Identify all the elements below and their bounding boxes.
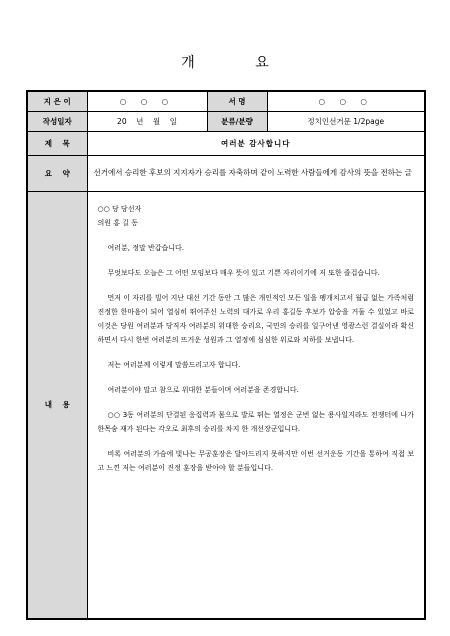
content-label: 내 용 xyxy=(27,191,87,619)
paragraph-7: 비록 여러분의 가슴에 빛나는 무공훈장은 달아드리지 못하지만 이번 선거운동 기간을 통하여 직접 보고 느낀 저는 여러분이 진정 훈장을 받아야 할 분들입니다. xyxy=(97,449,414,472)
page-title: 개 요 xyxy=(181,55,297,71)
date-row xyxy=(27,111,425,131)
subject-row xyxy=(27,131,425,155)
content-body xyxy=(87,191,425,619)
greeting-line-2: 의원 홍 길 동 xyxy=(97,218,138,227)
paragraph-4: 저는 여러분께 이렇게 말씀드리고자 합니다. xyxy=(107,360,241,369)
summary-value: 선거에서 승리한 후보의 지지자가 승리를 자축하며 같이 노력한 사람들에게 감사의 뜻을 전하는 글 xyxy=(87,155,425,191)
writer-label: 서 명 xyxy=(207,91,267,111)
paragraph-5: 여러분이야 말고 참으로 위대한 분들이며 여러분을 존경합니다. xyxy=(107,385,299,394)
content-row xyxy=(27,191,425,619)
writer-value: ○ ○ ○ xyxy=(267,91,425,111)
paragraph-2: 무엇보다도 오늘은 그 어떤 모임보다 매우 뜻이 있고 기쁜 자리이기에 저 또한 즐겁습니다. xyxy=(107,268,380,277)
category-value: 정치인선거문 1/2page xyxy=(267,111,425,131)
subject-value: 여러분 감사합니다 xyxy=(87,131,425,155)
greeting-line-1: ○○ 당 당선자 xyxy=(97,204,142,213)
author-label: 지 은 이 xyxy=(27,91,87,111)
subject-label: 제 목 xyxy=(27,131,87,155)
author-value: ○ ○ ○ xyxy=(87,91,207,111)
summary-label: 요 약 xyxy=(27,155,87,191)
summary-form-table xyxy=(26,90,426,620)
author-row xyxy=(27,91,425,111)
paragraph-1: 여러분, 정말 반갑습니다. xyxy=(107,243,185,252)
paragraph-6: ○○ 3동 여러분의 단결된 응집력과 몸으로 발로 뛰는 열정은 군번 없는 용사일지라도 전쟁터에 나가 한목숨 재가 된다는 각오로 최후의 승리를 차지 한 개선장군입니다. xyxy=(97,410,414,433)
summary-row xyxy=(27,155,425,191)
date-label: 작성일자 xyxy=(27,111,87,131)
category-label: 분류/분량 xyxy=(207,111,267,131)
date-value: 20 년 월 일 xyxy=(87,111,207,131)
paragraph-3: 먼저 이 자리를 빌어 지난 대선 기간 동안 그 많은 개인적인 모든 일을 팽개치고서 월급 없는 가족처럼 진정한 한마음이 되어 열심히 뛰어주신 노력의 대가로 우리 홍길동 후보가 압승을 거둘 수 있었고 바로 이것은 당원 여러분과 당직자 여러분의 위대한 승리요, 국민의 승리를 일구어낸 영광스런 결실이라 확신하면서 다시 한번 여러분의 뜨거운 성원과 그 열정에 심심한 위로와 치하를 보냅니다. xyxy=(97,293,414,344)
